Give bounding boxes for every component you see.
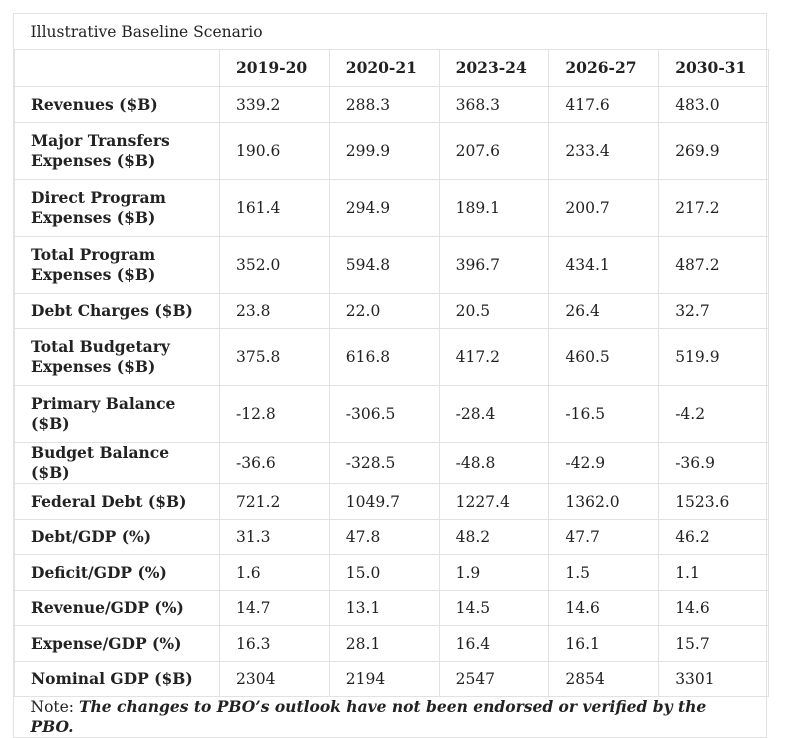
table-cell: 1049.7 — [329, 484, 439, 520]
column-header: 2023-24 — [439, 50, 549, 87]
table-row — [15, 591, 769, 626]
table-row — [15, 443, 769, 484]
table-cell: 396.7 — [439, 237, 549, 294]
table-cell: 190.6 — [220, 123, 330, 180]
table-cell: 15.7 — [659, 626, 769, 662]
column-header-empty — [15, 50, 220, 87]
table-row — [15, 237, 769, 294]
table-cell: -306.5 — [329, 386, 439, 443]
table-title-row — [15, 14, 769, 50]
table-cell: 15.0 — [329, 555, 439, 591]
table-cell: 2854 — [549, 662, 659, 697]
table-row — [15, 294, 769, 329]
table-row — [15, 386, 769, 443]
table-cell: 14.5 — [439, 591, 549, 626]
row-label: Budget Balance ($B) — [15, 443, 220, 484]
table-cell: 1227.4 — [439, 484, 549, 520]
table-cell: -16.5 — [549, 386, 659, 443]
table-cell: -4.2 — [659, 386, 769, 443]
table-row — [15, 329, 769, 386]
table-cell: 1362.0 — [549, 484, 659, 520]
table-cell: 16.3 — [220, 626, 330, 662]
table-cell: 47.8 — [329, 520, 439, 555]
column-header: 2030-31 — [659, 50, 769, 87]
table-cell: -28.4 — [439, 386, 549, 443]
table-row — [15, 87, 769, 123]
table-cell: 48.2 — [439, 520, 549, 555]
table-cell: 14.6 — [549, 591, 659, 626]
table-cell: -328.5 — [329, 443, 439, 484]
table-cell: 31.3 — [220, 520, 330, 555]
table-cell: 46.2 — [659, 520, 769, 555]
table-cell: 14.7 — [220, 591, 330, 626]
table-cell: 207.6 — [439, 123, 549, 180]
table-cell: 1.1 — [659, 555, 769, 591]
table-cell: 32.7 — [659, 294, 769, 329]
row-label: Major Transfers Expenses ($B) — [15, 123, 220, 180]
row-label: Deficit/GDP (%) — [15, 555, 220, 591]
row-label: Primary Balance ($B) — [15, 386, 220, 443]
row-label: Debt Charges ($B) — [15, 294, 220, 329]
table-cell: -12.8 — [220, 386, 330, 443]
table-cell: 594.8 — [329, 237, 439, 294]
table-cell: 2194 — [329, 662, 439, 697]
column-header-row — [15, 50, 769, 87]
row-label: Federal Debt ($B) — [15, 484, 220, 520]
table-cell: 368.3 — [439, 87, 549, 123]
table-row — [15, 180, 769, 237]
table-cell: 233.4 — [549, 123, 659, 180]
table-note-row — [15, 697, 769, 738]
table-row — [15, 626, 769, 662]
column-header: 2026-27 — [549, 50, 659, 87]
table-row — [15, 662, 769, 697]
row-label: Total Program Expenses ($B) — [15, 237, 220, 294]
table-cell: 217.2 — [659, 180, 769, 237]
table-cell: 483.0 — [659, 87, 769, 123]
baseline-scenario-table — [14, 14, 769, 737]
table-cell: 375.8 — [220, 329, 330, 386]
table-cell: 3301 — [659, 662, 769, 697]
table-cell: 417.6 — [549, 87, 659, 123]
table-row — [15, 484, 769, 520]
table-row — [15, 555, 769, 591]
table-cell: 161.4 — [220, 180, 330, 237]
table-cell: 2304 — [220, 662, 330, 697]
table-cell: 721.2 — [220, 484, 330, 520]
table-row — [15, 123, 769, 180]
table-cell: 339.2 — [220, 87, 330, 123]
table-cell: 288.3 — [329, 87, 439, 123]
table-cell: 16.1 — [549, 626, 659, 662]
table-cell: 352.0 — [220, 237, 330, 294]
table-cell: 200.7 — [549, 180, 659, 237]
table-cell: -36.9 — [659, 443, 769, 484]
table-cell: 189.1 — [439, 180, 549, 237]
row-label: Nominal GDP ($B) — [15, 662, 220, 697]
table-cell: 616.8 — [329, 329, 439, 386]
column-header: 2019-20 — [220, 50, 330, 87]
table-cell: 434.1 — [549, 237, 659, 294]
row-label: Direct Program Expenses ($B) — [15, 180, 220, 237]
baseline-scenario-table-container — [13, 13, 767, 738]
note-label: Note: — [30, 698, 75, 716]
table-cell: 294.9 — [329, 180, 439, 237]
table-cell: -42.9 — [549, 443, 659, 484]
table-cell: 487.2 — [659, 237, 769, 294]
table-cell: 20.5 — [439, 294, 549, 329]
table-row — [15, 520, 769, 555]
column-header: 2020-21 — [329, 50, 439, 87]
row-label: Total Budgetary Expenses ($B) — [15, 329, 220, 386]
table-cell: 14.6 — [659, 591, 769, 626]
row-label: Debt/GDP (%) — [15, 520, 220, 555]
row-label: Revenues ($B) — [15, 87, 220, 123]
table-cell: 1.6 — [220, 555, 330, 591]
table-cell: -48.8 — [439, 443, 549, 484]
table-cell: 460.5 — [549, 329, 659, 386]
table-cell: 269.9 — [659, 123, 769, 180]
table-cell: 417.2 — [439, 329, 549, 386]
table-cell: 16.4 — [439, 626, 549, 662]
table-cell: 1.5 — [549, 555, 659, 591]
table-note — [15, 697, 769, 738]
table-cell: 1523.6 — [659, 484, 769, 520]
table-cell: 13.1 — [329, 591, 439, 626]
table-cell: 28.1 — [329, 626, 439, 662]
table-cell: 1.9 — [439, 555, 549, 591]
row-label: Expense/GDP (%) — [15, 626, 220, 662]
table-cell: 23.8 — [220, 294, 330, 329]
table-cell: 22.0 — [329, 294, 439, 329]
table-cell: 47.7 — [549, 520, 659, 555]
table-cell: 26.4 — [549, 294, 659, 329]
table-cell: 299.9 — [329, 123, 439, 180]
table-cell: 2547 — [439, 662, 549, 697]
note-text: The changes to PBO’s outlook have not been endorsed or verified by the PBO. — [30, 697, 707, 736]
table-cell: -36.6 — [220, 443, 330, 484]
table-cell: 519.9 — [659, 329, 769, 386]
table-title: Illustrative Baseline Scenario — [15, 14, 769, 50]
row-label: Revenue/GDP (%) — [15, 591, 220, 626]
